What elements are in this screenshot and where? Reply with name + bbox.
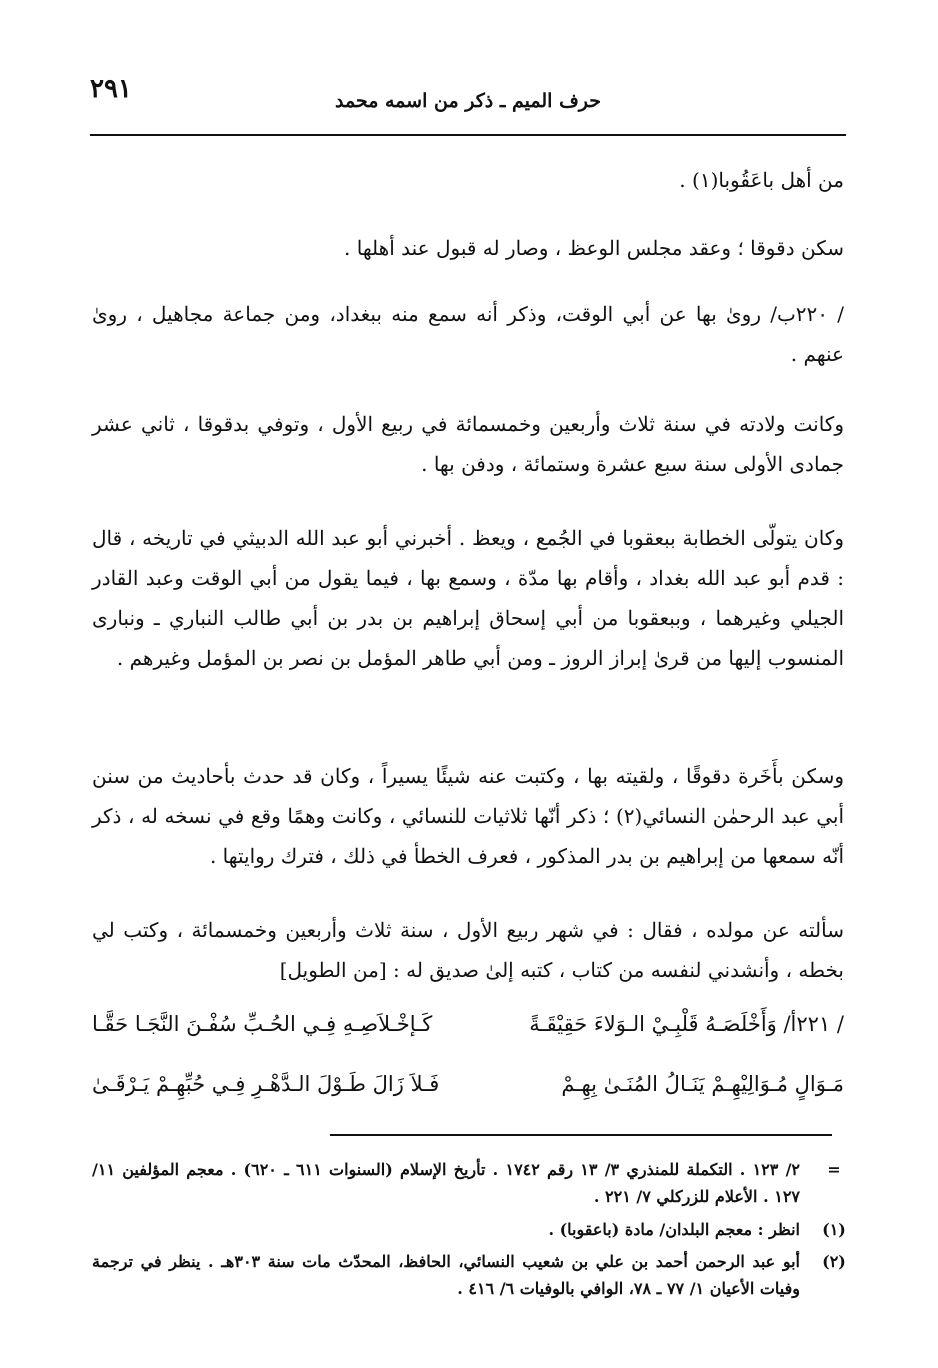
paragraph-biography: وكان يتولّى الخطابة ببعقوبا في الجُمع ، ويعظ . أخبرني أبو عبد الله الدبيثي في تاريخه ، قال : قدم أبو عبد الله بغداد ، وأقام بها مدّة ، وسمع بها ، فيما يقول من أبي الوقت وعبد القادر الجيلي وغيرهما ، وببعقوبا من أبي إسحاق إبراهيم بن بدر بن أبي طالب النباري ـ ونبارى المنسوب إليها من قرىٰ إبراز الروز ـ ومن أبي طاهر المؤمل بن نصر بن المؤمل وغيرهم . [92, 526, 844, 670]
footnote-2 [92, 1248, 844, 1302]
footnote-divider [330, 1134, 832, 1136]
verse-second-hemistich: كَـإخْـلاَصِـهِ فِـي الحُـبِّ سُفْـنَ النَّجَـا حَقَّـا [92, 1012, 433, 1036]
footnote-text: ٢/ ١٢٣ . التكملة للمنذري ٣/ ١٣ رقم ١٧٤٢ . تأريخ الإسلام (السنوات ٦١١ ـ ٦٢٠) . معجم المؤلفين ١١/ ١٢٧ . الأعلام للزركلي ٧/ ٢٢١ . [92, 1160, 801, 1206]
paragraph-residence: سكن دقوقا ؛ وعقد مجلس الوعظ ، وصار له قبول عند أهلها . [344, 236, 844, 260]
paragraph-poem-intro: سألته عن مولده ، فقال : في شهر ربيع الأول ، سنة ثلاث وأربعين وخمسمائة ، وكتب لي بخطه ، وأنشدني لنفسه من كتاب ، كتبه إلىٰ صديق له : [من الطويل] [92, 918, 845, 982]
footnote-marker: (١) [822, 1220, 846, 1239]
page-header [90, 74, 846, 136]
footnote-text: انظر : معجم البلدان/ مادة (باعقوبا) . [548, 1220, 800, 1239]
page-number: ٢٩١ [90, 74, 132, 104]
footnote-text: أبو عبد الرحمن أحمد بن علي بن شعيب النسائي، الحافظ، المحدّث مات سنة ٣٠٣هـ . ينظر في ترجمة وفيات الأعيان ١/ ٧٧ ـ ٧٨، الوافي بالوفيات ٦/ ٤١٦ . [92, 1252, 800, 1298]
paragraph-origin: من أهل باعَقُوبا(١) . [679, 168, 844, 192]
verse-second-hemistich: فَـلاَ زَالَ طَـوْلَ الـدَّهْـرِ فِـي حُبِّهِـمْ يَـرْقَـىٰ [92, 1072, 440, 1096]
footnote-1 [92, 1216, 844, 1243]
paragraph-birth-death: وكانت ولادته في سنة ثلاث وأربعين وخمسمائة في ربيع الأول ، وتوفي بدقوقا ، ثاني عشر جمادى الأولى سنة سبع عشرة وستمائة ، ودفن بها . [92, 412, 844, 476]
poem-verse [92, 1004, 844, 1044]
poem-verse [92, 1064, 844, 1104]
running-title: حرف الميم ـ ذكر من اسمه محمد [334, 90, 601, 112]
paragraph-hadith: وسكن بأَخَرة دقوقًا ، ولقيته بها ، وكتبت عنه شيئًا يسيراً ، وكان قد حدث بأحاديث من سنن أبي عبد الرحمٰن النسائي(٢) ؛ ذكر أنّها ثلاثيات للنسائي ، وكانت وهمًا وقع في نسخه له ، ذكر أنّه سمعها من إبراهيم بن بدر المذكور ، فعرف الخطأ في ذلك ، فترك روايتها . [92, 764, 845, 868]
footnote-marker: = [827, 1160, 841, 1179]
verse-first-hemistich: / ٢٢١أ/ وَأَخْلَصَـهُ قَلْبِـيْ الـوَلاءَ حَقِيْقَـةً [529, 1012, 844, 1036]
footnote-marker: (٢) [822, 1252, 846, 1271]
paragraph-narration: / ٢٢٠ب/ روىٰ بها عن أبي الوقت، وذكر أنه سمع منه ببغداد، ومن جماعة مجاهيل ، روىٰ عنهم . [92, 302, 844, 366]
footnote-continued [92, 1156, 844, 1210]
verse-first-hemistich: مَـوَالٍ مُـوَالِيْهِـمْ يَنَـالُ المُنَـىٰ بِهِـمْ [561, 1072, 844, 1096]
